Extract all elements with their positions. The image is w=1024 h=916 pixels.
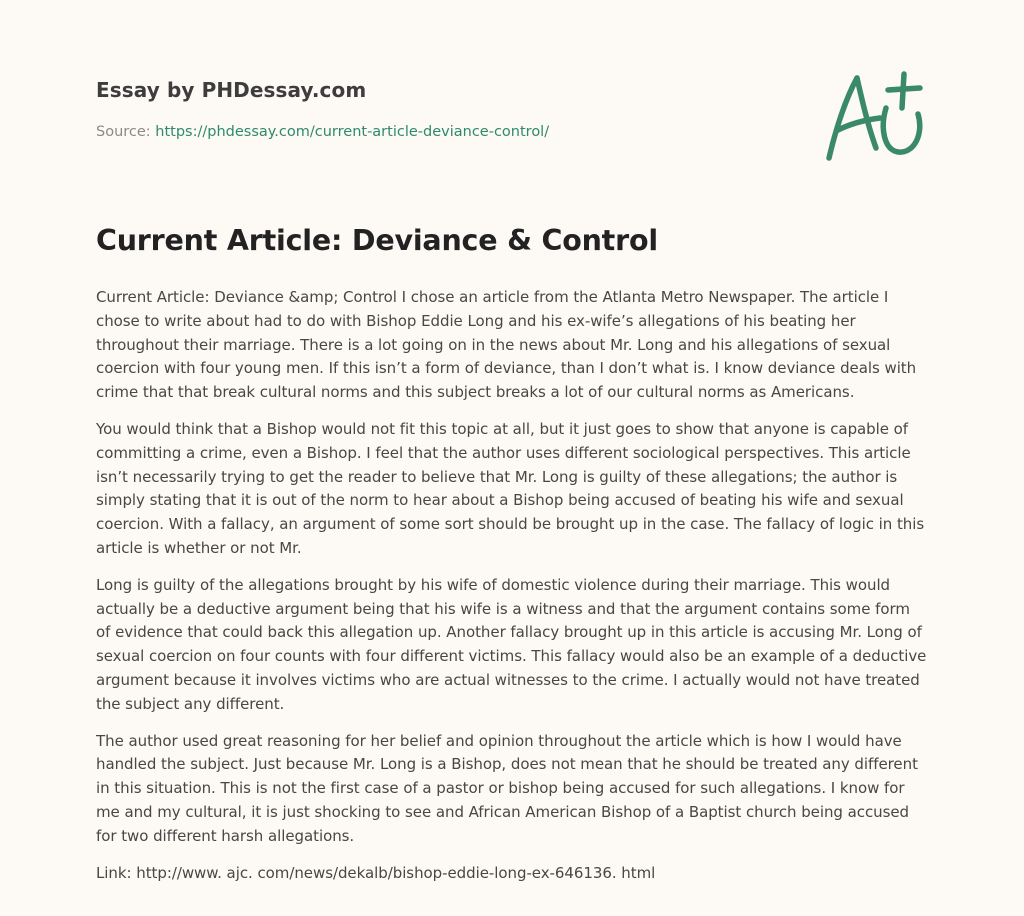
reference-link-line: Link: http://www. ajc. com/news/dekalb/bishop-eddie-long-ex-646136. html [96,863,656,882]
article-body [96,286,928,898]
brand-title: Essay by PHDessay.com [96,78,367,102]
article-paragraph: The author used great reasoning for her belief and opinion throughout the article which is how I would have handled the subject. Just because Mr. Long is a Bishop, does not mean that he should be treated any different in this situation. This is not the first case of a pastor or bishop being accused for such allegations. I know for me and my cultural, it is just shocking to see and African American Bishop of a Baptist church being accused for two different harsh allegations. [96,731,918,845]
article-paragraph: You would think that a Bishop would not fit this topic at all, but it just goes to show that anyone is capable of committing a crime, even a Bishop. I feel that the author uses different sociological perspectives. This article isn’t necessarily trying to get the reader to believe that Mr. Long is guilty of these allegations; the author is simply stating that it is out of the norm to hear about a Bishop being accused of beating his wife and sexual coercion. With a fallacy, an argument of some sort should be brought up in the case. The fallacy of logic in this article is whether or not Mr. [96,419,925,557]
source-link[interactable]: https://phdessay.com/current-article-deviance-control/ [155,124,550,140]
article-paragraph: Current Article: Deviance &amp; Control I chose an article from the Atlanta Metro Newspaper. The article I chose to write about had to do with Bishop Eddie Long and his ex-wife’s allegations of his beating her throughout their marriage. There is a lot going on in the news about Mr. Long and his allegations of sexual coercion with four young men. If this isn’t a form of deviance, than I don’t what is. I know deviance deals with crime that that break cultural norms and this subject breaks a lot of our cultural norms as Americans. [96,288,917,402]
source-line [96,124,549,140]
article-title: Current Article: Deviance & Control [96,224,658,257]
source-label: Source: [96,124,151,140]
article-paragraph: Long is guilty of the allegations brought by his wife of domestic violence during their marriage. This would actually be a deductive argument being that his wife is a witness and that the argument contains some form of evidence that could back this allegation up. Another fallacy brought up in this article is accusing Mr. Long of sexual coercion on four counts with four different victims. This fallacy would also be an example of a deductive argument because it involves victims who are actual witnesses to the crime. I actually would not have treated the subject any different. [96,575,927,713]
a-plus-logo-icon [824,68,928,164]
page-header [96,0,928,200]
